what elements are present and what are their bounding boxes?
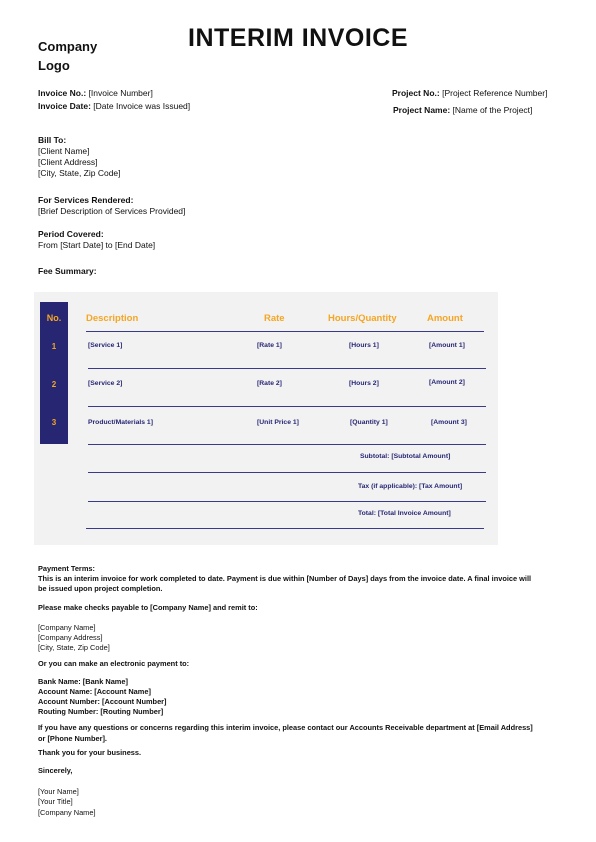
company-logo (38, 37, 128, 75)
row-description: Product/Materials 1] (88, 419, 153, 426)
row-hours: [Quantity 1] (350, 419, 388, 426)
questions-line: If you have any questions or concerns regarding this interim invoice, please contact our Accounts Receivable department at [Email Address] (38, 723, 533, 733)
row-description: [Service 2] (88, 380, 123, 387)
bank-line: Account Number: [Account Number] (38, 697, 167, 707)
bank-line: Account Name: [Account Name] (38, 686, 151, 696)
table-divider (88, 368, 486, 369)
table-divider (86, 331, 484, 332)
signature-line: [Company Name] (38, 807, 96, 817)
sincerely-text: Sincerely, (38, 766, 73, 776)
page-title: INTERIM INVOICE (188, 24, 409, 52)
total-text: Total: [Total Invoice Amount] (358, 510, 451, 517)
header-no: No. (46, 313, 62, 323)
row-amount: [Amount 3] (431, 419, 467, 426)
payment-terms-line: be issued upon project completion. (38, 584, 163, 594)
header-amount: Amount (427, 313, 463, 324)
services-block (38, 195, 185, 217)
signature-line: [Your Name] (38, 787, 79, 797)
subtotal-text: Subtotal: [Subtotal Amount] (360, 453, 451, 460)
project-no-label: Project No.: (392, 88, 440, 98)
bill-to-label: Bill To: (38, 135, 67, 145)
table-divider (88, 406, 486, 407)
project-no-value: [Project Reference Number] (442, 88, 548, 98)
row-rate: [Rate 2] (257, 380, 282, 387)
invoice-no-value: [Invoice Number] (88, 88, 153, 98)
row-rate: [Unit Price 1] (257, 419, 299, 426)
signature-line: [Your Title] (38, 797, 73, 807)
row-number: 2 (51, 380, 57, 389)
table-divider (88, 472, 486, 473)
project-name-row (393, 105, 532, 116)
services-label: For Services Rendered: (38, 195, 134, 205)
services-value: [Brief Description of Services Provided] (38, 206, 186, 216)
remit-line: [City, State, Zip Code] (38, 643, 110, 653)
period-block (38, 229, 155, 251)
row-number-column (40, 302, 68, 444)
bill-to-line: [Client Address] (38, 157, 98, 167)
invoice-date-label: Invoice Date: (38, 101, 91, 111)
bill-to-line: [Client Name] (38, 146, 90, 156)
electronic-payment-text: Or you can make an electronic payment to: (38, 659, 190, 669)
questions-line: or [Phone Number]. (38, 733, 107, 743)
bill-to-line: [City, State, Zip Code] (38, 168, 121, 178)
bill-to-block (38, 135, 121, 179)
table-divider (86, 528, 484, 529)
row-amount: [Amount 2] (429, 379, 465, 386)
remit-line: [Company Name] (38, 622, 96, 632)
logo-line-1: Company (38, 39, 98, 54)
header-rate: Rate (264, 313, 285, 324)
payment-terms-label: Payment Terms: (38, 564, 95, 573)
table-divider (88, 501, 486, 502)
project-name-value: [Name of the Project] (452, 105, 533, 115)
period-label: Period Covered: (38, 229, 104, 239)
row-description: [Service 1] (88, 342, 123, 349)
payment-terms-line: This is an interim invoice for work completed to date. Payment is due within [Number of Days] days from the invoice date. A final invoice will (38, 574, 532, 584)
remit-line: [Company Address] (38, 633, 103, 643)
row-rate: [Rate 1] (257, 342, 282, 349)
checks-text: Please make checks payable to [Company Name] and remit to: (38, 602, 258, 612)
invoice-no-label: Invoice No.: (38, 88, 87, 98)
bank-line: Routing Number: [Routing Number] (38, 707, 164, 717)
row-number: 3 (51, 418, 57, 427)
tax-text: Tax (if applicable): [Tax Amount] (358, 483, 463, 490)
invoice-date-row (38, 101, 190, 112)
project-no-row (392, 88, 547, 99)
row-hours: [Hours 1] (349, 342, 379, 349)
fee-summary-label: Fee Summary: (38, 266, 97, 276)
invoice-date-value: [Date Invoice was Issued] (93, 101, 191, 111)
row-number: 1 (51, 342, 57, 351)
thanks-text: Thank you for your business. (38, 747, 142, 757)
invoice-no-row (38, 88, 153, 99)
project-name-label: Project Name: (393, 105, 451, 115)
period-value: From [Start Date] to [End Date] (38, 240, 156, 250)
logo-line-2: Logo (38, 58, 70, 73)
table-divider (88, 444, 486, 445)
row-hours: [Hours 2] (349, 380, 379, 387)
header-description: Description (86, 313, 139, 324)
footer-body (38, 564, 558, 818)
bank-line: Bank Name: [Bank Name] (38, 676, 128, 686)
header-hours: Hours/Quantity (328, 313, 397, 324)
row-amount: [Amount 1] (429, 342, 465, 349)
